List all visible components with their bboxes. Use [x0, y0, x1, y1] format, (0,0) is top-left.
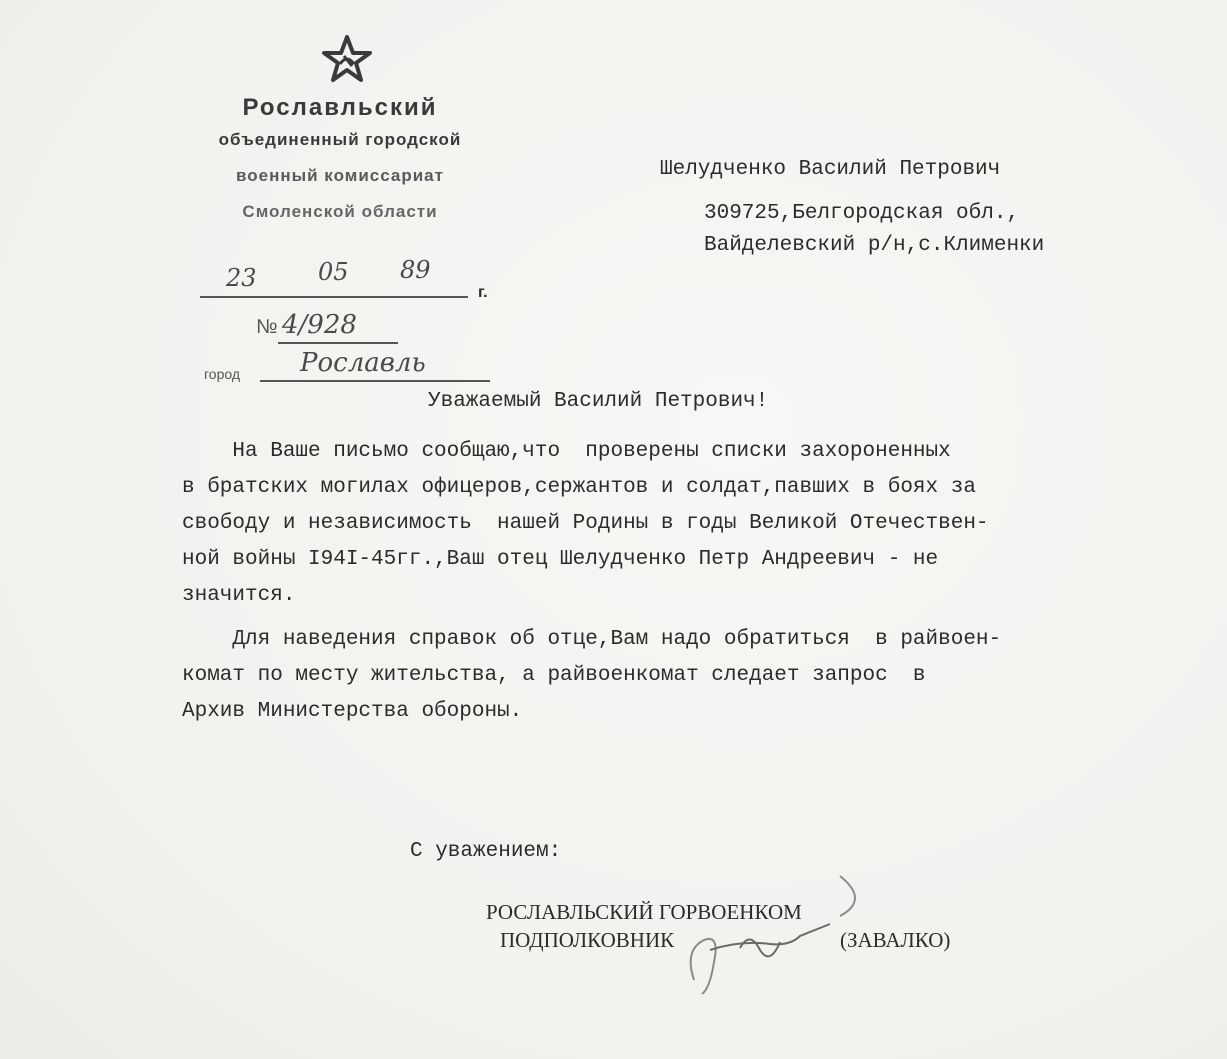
signatory-name: (ЗАВАЛКО) — [840, 928, 951, 952]
body-line: ной войны I94I-45гг.,Ваш отец Шелудченко Петр Андреевич - не — [182, 548, 939, 571]
signatory-rank: ПОДПОЛКОВНИК — [500, 928, 675, 952]
addressee-name: Шелудченко Василий Петрович — [660, 158, 1001, 181]
body-line: Для наведения справок об отце,Вам надо обратиться в райвоен- — [182, 628, 1002, 651]
date-underline — [200, 296, 468, 298]
body-line: значится. — [182, 584, 296, 607]
closing: С уважением: — [410, 840, 562, 863]
stamp-line-4: Смоленской области — [242, 202, 438, 221]
body-line: Архив Министерства обороны. — [182, 700, 523, 723]
registration-number: 4/928 — [282, 310, 357, 340]
body-line: свободу и независимость нашей Родины в годы Великой Отечествен- — [182, 512, 989, 535]
greeting: Уважаемый Василий Петрович! — [428, 390, 769, 413]
body-line: комат по месту жительства, а райвоенкомат следает запрос в — [182, 664, 926, 687]
number-prefix: № — [256, 316, 278, 338]
office-stamp — [190, 30, 510, 390]
signatory-position: РОСЛАВЛЬСКИЙ ГОРВОЕНКОМ — [486, 900, 802, 924]
city-underline — [260, 380, 490, 382]
stamp-date-month: 05 — [318, 258, 349, 286]
handwritten-signature — [680, 870, 880, 1010]
addressee-address-line1: 309725,Белгородская обл., — [704, 202, 1020, 225]
addressee-address-line2: Вайделевский р/н,с.Клименки — [704, 234, 1045, 257]
year-suffix: г. — [478, 284, 488, 301]
stamp-title: Рославльский — [242, 94, 438, 121]
stamp-city: Рославль — [300, 348, 426, 378]
stamp-date-day: 23 — [226, 264, 257, 292]
stamp-line-2: объединенный городской — [218, 130, 462, 149]
number-underline — [278, 342, 398, 344]
city-prefix: город — [204, 366, 241, 382]
body-line: в братских могилах офицеров,сержантов и солдат,павших в боях за — [182, 476, 976, 499]
stamp-line-3: военный комиссариат — [236, 166, 444, 185]
red-star-icon — [322, 34, 372, 84]
body-line: На Ваше письмо сообщаю,что проверены списки захороненных — [182, 440, 951, 463]
stamp-date-year: 89 — [400, 256, 431, 284]
